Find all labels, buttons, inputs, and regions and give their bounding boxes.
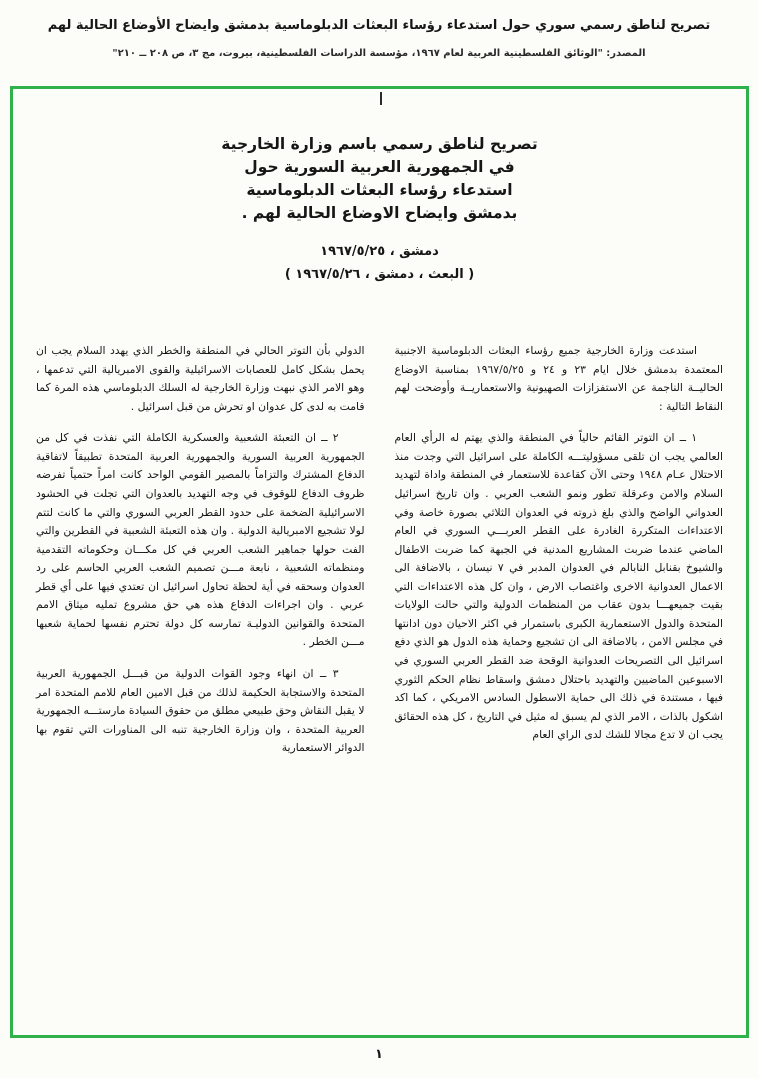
paragraph-point-3: ٣ ــ ان انهاء وجود القوات الدولية من قبـــل الجمهورية العربية المتحدة والاستجابة الحكيمة لذلك من قبل الامين العام للامم المتحدة امر لا يقبل النقاش وحق طبيعي مطلق من حقوق السيادة مارستـــه الجمهورية العربية المتحدة ، وان وزارة الخارجية تنبه الى المناورات التي تقوم بها الدوائر الاستعمارية: [36, 667, 365, 755]
page-number: ١: [375, 1047, 383, 1062]
paragraph-point-2: ٢ ــ ان التعبئة الشعبية والعسكرية الكاملة التي نفذت في كل من الجمهورية العربية السورية والجمهورية العربية المتحدة تطبيقاً لاتفاقية الدفاع المشترك والتزاماً بالمصير القومي الواحد كانت امراً حتمياً تفرضه ظروف الدفاع للوقوف في وجه التهديد بالعدوان التي تجلت في الحشود الاسرائيلية الضخمة على حدود القطر العربي السوري والتي ما كانت لتتم لولا تشجيع الامبريالية الدولية . وان هذه التعبئة الشعبية في القطرين والتي الفت حولها جماهير الشعب العربي في كل مكـــان وحكوماته التقدمية ومنظماته الشعبية ، نابعة مـــن تصميم الشعب العربي الحاسم على رد العدوان وسحقه في أية لحظة تحاول اسرائيل ان تعتدي فيها على أي قطر عربي . وان اجراءات الدفاع هذه هي حق مشروع تمليه ميثاق الامم المتحدة والقوانين الدوليـة تمارسه كل دولة تحترم نفسها لحماية شعبها مـــن الخطر .: [36, 431, 365, 649]
date-block: [13, 240, 746, 286]
document-frame: [10, 86, 749, 1038]
column-right: [395, 342, 724, 771]
date-line-publication: ( البعث ، دمشق ، ١٩٦٧/٥/٢٦ ): [284, 267, 475, 282]
source-citation: المصدر: "الوثائق الفلسطينية العربية لعام ١٩٦٧، مؤسسة الدراسات الفلسطينية، بيروت، مج ٣، ص ٢٠٨ ــ ٢١٠": [112, 48, 646, 59]
document-title-line: تصريح لناطق رسمي باسم وزارة الخارجية: [221, 135, 538, 153]
paragraph-point-1: ١ ــ ان التوتر القائم حالياً في المنطقة والذي يهتم له الرأي العام العالمي يجب ان تلقى مسؤوليتـــه الكاملة على اسرائيل التي وجدت منذ الاحتلال عـام ١٩٤٨ وحتى الآن كقاعدة للاستعمار في المنطقة واداة لتهديد السلام والامن وعرقلة تطور ونمو الشعب العربي . وان تاريخ اسرائيل العدواني الواضح والذي بلغ ذروته في العدوان الثلاثي بصورة خاصة وفي الاعتداءات المتكررة الغادرة على القطر العربـــي السوري في العام الماضي عندما ضربت المشاريع المدنية في الجبهة كما ضربت الاطفال والشيوخ بقنابل النابالم في العدوان المدبر في ٧ نيسان ، بالاضافة الى الاعمال العدوانية الاخرى واغتصاب الارض ، وان كل هذه الاعتداءات التي بقيت جميعهـــا بدون عقاب من المنظمات الدولية والتي حالت الولايات المتحدة والدول الاستعمارية الكبرى باستمرار في اكثر الاحيان دون ادانتها في مجلس الامن ، بالاضافة الى ان تشجيع وحماية هذه الدول هو الذي دفع اسرائيل الى التصريحات العدوانية الوقحة ضد القطر العربي السوري في الاسبوعين الماضيين والتهديد باحتلال دمشق واسقاط نظام الحكم الثوري فيها ، مستندة في ذلك الى حماية الاسطول السادس الامريكي ، كما اكد اشكول بالذات ، الامر الذي لم يسبق له مثيل في التاريخ ، كل هذه الحقائق يجب ان لا تدع مجالا للشك لدى الراي العام: [394, 431, 724, 742]
page-header-title: تصريح لناطق رسمي سوري حول استدعاء رؤساء البعثات الدبلوماسية بدمشق وايضاح الأوضاع الحالية لهم: [47, 18, 711, 33]
paragraph-intro: استدعت وزارة الخارجية جميع رؤساء البعثات الدبلوماسية الاجنبية المعتمدة بدمشق خلال ايام ٢٣ و ٢٤ و ١٩٦٧/٥/٢٥ بمناسبة الاوضاع الحاليــة الناجمة عن الاستفزازات الصهيونية والاستعماريــة وأوضحت لهم النقاط التالية :: [394, 344, 724, 413]
document-title-line: بدمشق وايضاح الاوضاع الحالية لهم .: [241, 204, 518, 222]
document-title: [13, 133, 746, 225]
paragraph-point-1-continued: الدولي بأن التوتر الحالي في المنطقة والخطر الذي يهدد السلام يجب ان يحمل بشكل كامل للعصابات الاسرائيلية والقوى الامبريالية التي تدعمها ، وهو الامر الذي نبهت وزارة الخارجية له السلك الدبلوماسي هذه المرة كما قامت به لدى كل عدوان او تحرش من قبل اسرائيل .: [36, 344, 365, 413]
column-left: [36, 342, 365, 771]
registration-mark: [380, 92, 382, 105]
document-title-line: استدعاء رؤساء البعثات الدبلوماسية: [246, 181, 513, 199]
text-columns: [13, 342, 746, 771]
document-title-line: في الجمهورية العربية السورية حول: [244, 158, 515, 176]
date-line-city: دمشق ، ١٩٦٧/٥/٢٥: [320, 244, 439, 259]
